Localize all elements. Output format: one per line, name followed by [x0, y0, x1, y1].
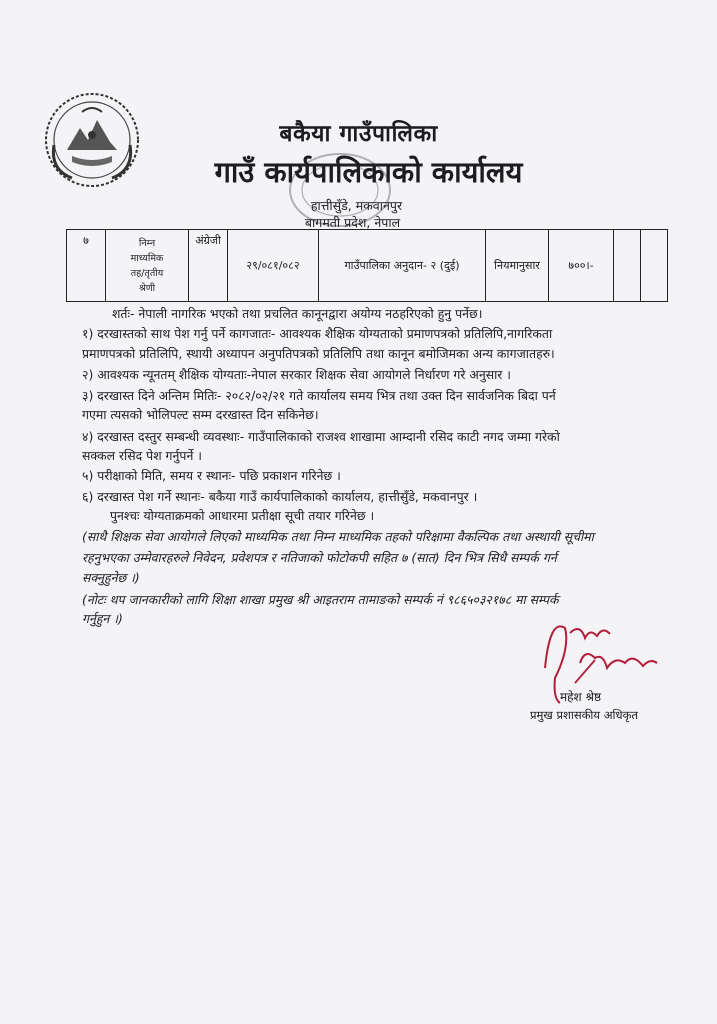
empty-cell	[614, 230, 641, 302]
date-cell: २९/०८१/०८२	[228, 230, 319, 302]
condition-2: २) आवश्यक न्यूनतम् शैक्षिक योग्यताः-नेपाल सरकार शिक्षक सेवा आयोगले निर्धारण गरे अनुसार ।	[82, 367, 511, 382]
note-contact-line1: (नोटः थप जानकारीको लागि शिक्षा शाखा प्रमुख श्री आइतराम तामाङको सम्पर्क नं ९८६५०३२१७८ मा सम्पर्क	[82, 592, 559, 607]
fee-cell: ७००।-	[549, 230, 614, 302]
note-alternate-line1: (साथै शिक्षक सेवा आयोगले लिएको माध्यमिक तथा निम्न माध्यमिक तहको परिक्षामा वैकल्पिक तथा अस्थायी सूचीमा	[82, 529, 594, 544]
note-contact-line2: गर्नुहुन ।)	[82, 611, 123, 626]
signatory-name: महेश श्रेष्ठ	[560, 690, 602, 704]
condition-4-line2: सक्कल रसिद पेश गर्नुपर्ने ।	[82, 448, 202, 463]
table-row	[67, 230, 668, 302]
signatory-title: प्रमुख प्रशासकीय अधिकृत	[530, 708, 638, 722]
note-alternate-line2: रहनुभएका उम्मेवारहरुले निवेदन, प्रवेशपत्र र नतिजाको फोटोकपी सहित ७ (सात) दिन भित्र सिधै सम्पर्क गर्न	[82, 550, 557, 565]
office-location: हात्तीसुँडे, मकवानपुर	[310, 198, 403, 213]
level-cell	[106, 230, 189, 302]
note-alternate-line3: सक्नुहुनेछ ।)	[82, 570, 140, 585]
level-line: माध्यमिक	[130, 252, 164, 264]
subject-cell: अंग्रेजी	[189, 230, 228, 302]
serial-cell: ७	[67, 230, 106, 302]
condition-1-line2: प्रमाणपत्रको प्रतिलिपि, स्थायी अध्यापन अनुपतिपत्रको प्रतिलिपि तथा कानून बमोजिमका अन्य कागजातहरु।	[82, 346, 555, 361]
vacancy-table	[66, 229, 668, 302]
condition-4-line1: ४) दरखास्त दस्तुर सम्बन्धी व्यवस्थाः- गाउँपालिकाको राजश्व शाखामा आम्दानी रसिद काटी नगद जम्मा गरेको	[82, 429, 560, 444]
office-name: गाउँ कार्यपालिकाको कार्यालय	[214, 155, 523, 189]
level-line: श्रेणी	[138, 282, 156, 294]
level-line: निम्न	[138, 237, 156, 249]
salary-cell: नियमानुसार	[486, 230, 549, 302]
empty-cell	[641, 230, 668, 302]
condition-3-line1: ३) दरखास्त दिने अन्तिम मितिः- २०८२/०२/२१ गते कार्यालय समय भित्र तथा उक्त दिन सार्वजनिक बिदा पर्न	[82, 388, 556, 403]
condition-6: ६) दरखास्त पेश गर्ने स्थानः- बकैया गाउँ कार्यपालिकाको कार्यालय, हात्तीसुँडे, मकवानपुर ।	[82, 489, 478, 504]
conditions-intro: शर्तः- नेपाली नागरिक भएको तथा प्रचलित कानूनद्वारा अयोग्य नठहरिएको हुनु पर्नेछ।	[112, 306, 483, 321]
condition-1-line1: १) दरखास्तको साथ पेश गर्नु पर्ने कागजातः- आवश्यक शैक्षिक योग्यताको प्रमाणपत्रको प्रतिलिपि,नागरिकता	[82, 326, 553, 341]
condition-5: ५) परीक्षाको मिति, समय र स्थानः- पछि प्रकाशन गरिनेछ ।	[82, 468, 341, 483]
office-province: बागमती प्रदेश, नेपाल	[304, 215, 401, 230]
municipality-name: बकैया गाउँपालिका	[279, 121, 438, 147]
note-waitlist: पुनश्चः योग्यताक्रमको आधारमा प्रतीक्षा सूची तयार गरिनेछ ।	[110, 508, 375, 523]
level-line: तह/तृतीय	[130, 267, 164, 279]
source-cell: गाउँपालिका अनुदान- २ (दुई)	[319, 230, 486, 302]
condition-3-line2: गएमा त्यसको भोलिपल्ट सम्म दरखास्त दिन सकिनेछ।	[82, 407, 319, 422]
